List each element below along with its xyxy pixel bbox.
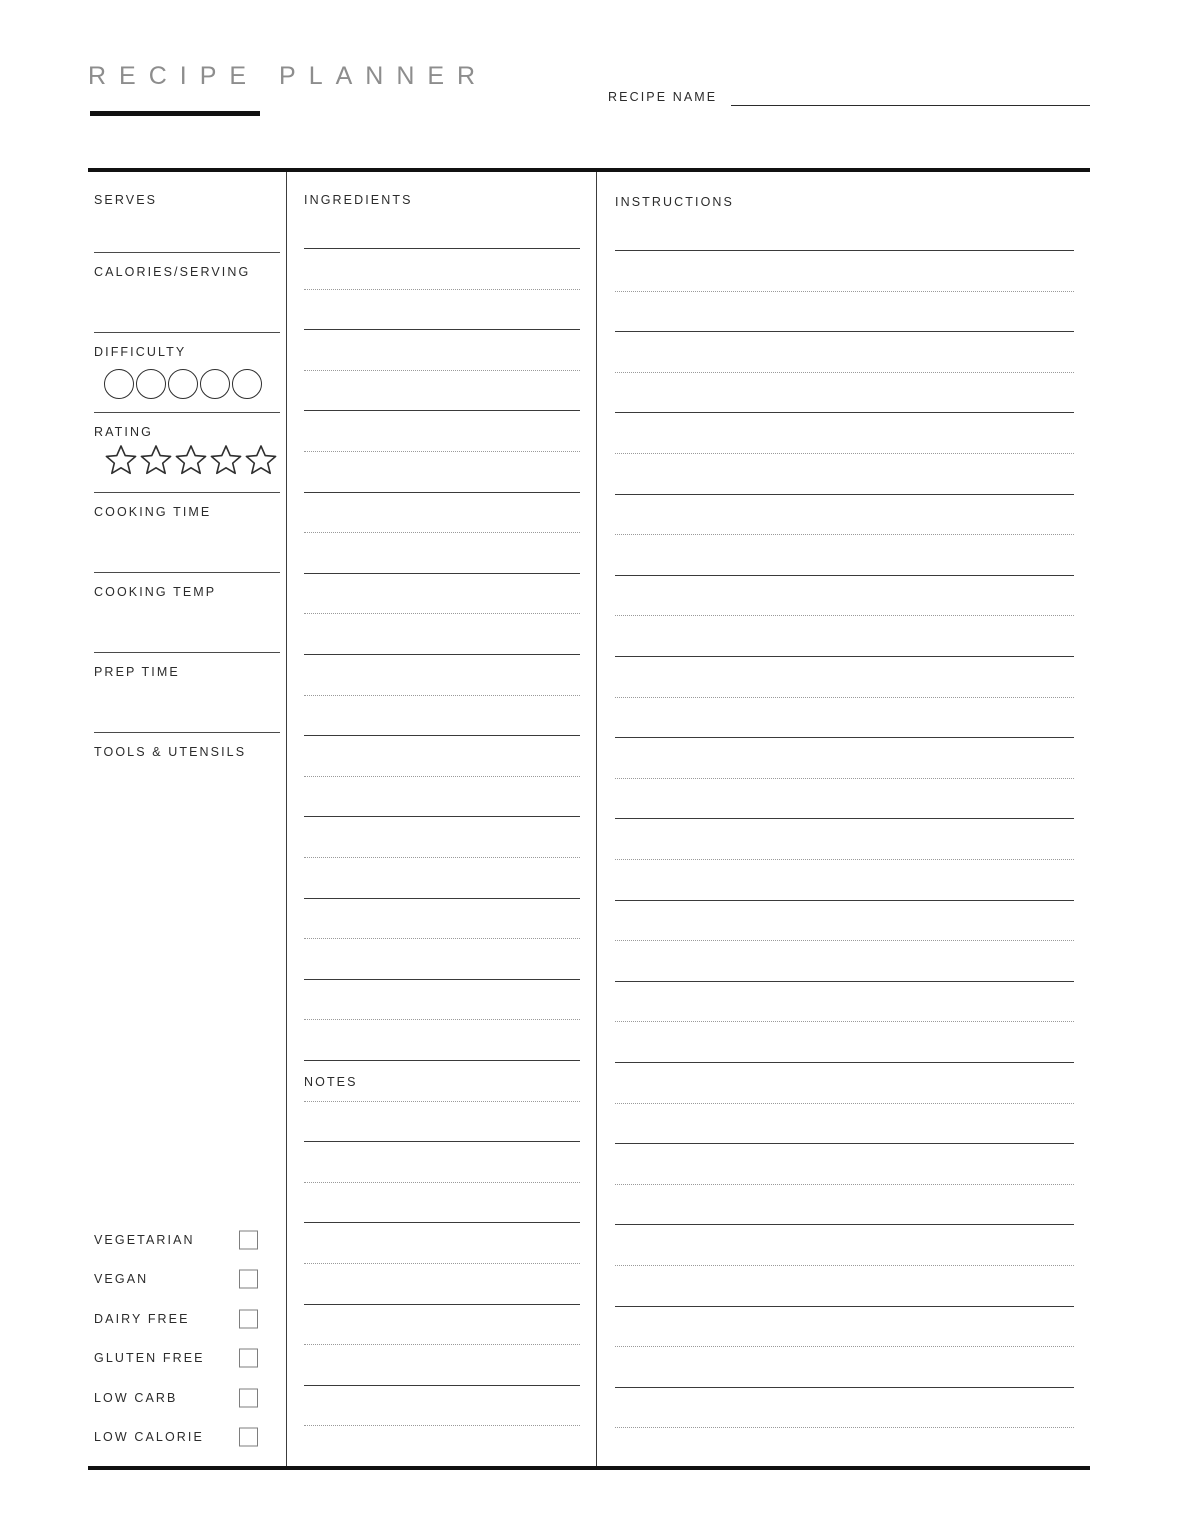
diet-row-dairy-free[interactable] — [94, 1299, 280, 1339]
recipe-name-label: RECIPE NAME — [608, 90, 718, 104]
writing-line[interactable] — [304, 1182, 580, 1183]
title-underline-rule — [90, 111, 260, 116]
writing-line[interactable] — [304, 1304, 580, 1305]
page-header — [88, 62, 1090, 132]
rating-star-2[interactable] — [139, 443, 173, 476]
writing-line[interactable] — [304, 776, 580, 777]
writing-line[interactable] — [615, 494, 1074, 495]
writing-line[interactable] — [615, 1224, 1074, 1225]
writing-line[interactable] — [304, 451, 580, 452]
writing-line[interactable] — [304, 532, 580, 533]
writing-line[interactable] — [615, 615, 1074, 616]
rating-star-1[interactable] — [104, 443, 138, 476]
writing-line[interactable] — [304, 329, 580, 330]
checkbox-gluten-free[interactable] — [239, 1349, 258, 1368]
planner-frame — [88, 168, 1090, 1470]
diet-label: VEGETARIAN — [94, 1232, 195, 1247]
writing-line[interactable] — [304, 1141, 580, 1142]
notes-heading: NOTES — [304, 1075, 358, 1089]
writing-line[interactable] — [304, 289, 580, 290]
field-cooking-temp[interactable] — [94, 572, 280, 653]
difficulty-circle-1[interactable] — [104, 369, 134, 399]
writing-line[interactable] — [304, 613, 580, 614]
writing-line[interactable] — [615, 372, 1074, 373]
rating-star-4[interactable] — [209, 443, 243, 476]
ingredients-writing-lines[interactable] — [287, 172, 596, 1466]
writing-line[interactable] — [304, 492, 580, 493]
checkbox-low-carb[interactable] — [239, 1388, 258, 1407]
recipe-name-field[interactable] — [608, 90, 1090, 106]
field-label: CALORIES/SERVING — [94, 265, 251, 279]
serves-label: SERVES — [94, 193, 158, 207]
writing-line[interactable] — [615, 291, 1074, 292]
difficulty-scale[interactable] — [104, 369, 262, 399]
field-label: DIFFICULTY — [94, 345, 187, 359]
field-calories-per-serving[interactable] — [94, 252, 280, 333]
diet-row-vegan[interactable] — [94, 1260, 280, 1300]
frame-bottom-rule — [88, 1466, 1090, 1470]
writing-line[interactable] — [615, 1021, 1074, 1022]
field-label: COOKING TEMP — [94, 585, 217, 599]
writing-line[interactable] — [615, 250, 1074, 251]
writing-line[interactable] — [304, 816, 580, 817]
diet-row-low-carb[interactable] — [94, 1378, 280, 1418]
writing-line[interactable] — [615, 778, 1074, 779]
writing-line[interactable] — [304, 898, 580, 899]
field-difficulty[interactable] — [94, 332, 280, 413]
writing-line[interactable] — [304, 1425, 580, 1426]
writing-line[interactable] — [304, 654, 580, 655]
writing-line[interactable] — [615, 1306, 1074, 1307]
writing-line[interactable] — [615, 331, 1074, 332]
writing-line[interactable] — [615, 697, 1074, 698]
difficulty-circle-3[interactable] — [168, 369, 198, 399]
writing-line[interactable] — [615, 412, 1074, 413]
writing-line[interactable] — [615, 737, 1074, 738]
writing-line[interactable] — [304, 1263, 580, 1264]
field-rating[interactable] — [94, 412, 280, 493]
writing-line[interactable] — [615, 1062, 1074, 1063]
checkbox-vegan[interactable] — [239, 1270, 258, 1289]
writing-line[interactable] — [615, 818, 1074, 819]
difficulty-circle-5[interactable] — [232, 369, 262, 399]
diet-row-low-calorie[interactable] — [94, 1418, 280, 1458]
writing-line[interactable] — [615, 900, 1074, 901]
writing-line[interactable] — [615, 534, 1074, 535]
writing-line[interactable] — [304, 1060, 580, 1061]
checkbox-vegetarian[interactable] — [239, 1230, 258, 1249]
writing-line[interactable] — [615, 940, 1074, 941]
difficulty-circle-2[interactable] — [136, 369, 166, 399]
diet-row-vegetarian[interactable] — [94, 1220, 280, 1260]
instructions-column — [597, 172, 1090, 1466]
writing-line[interactable] — [304, 370, 580, 371]
rating-star-3[interactable] — [174, 443, 208, 476]
instructions-writing-lines[interactable] — [597, 172, 1090, 1466]
writing-line[interactable] — [615, 656, 1074, 657]
writing-line[interactable] — [615, 1103, 1074, 1104]
writing-line[interactable] — [615, 859, 1074, 860]
writing-line[interactable] — [304, 1385, 580, 1386]
writing-line[interactable] — [615, 981, 1074, 982]
writing-line[interactable] — [304, 1344, 580, 1345]
writing-line[interactable] — [304, 979, 580, 980]
writing-line[interactable] — [615, 1427, 1074, 1428]
checkbox-dairy-free[interactable] — [239, 1309, 258, 1328]
writing-line[interactable] — [615, 1265, 1074, 1266]
rating-scale[interactable] — [104, 443, 278, 476]
writing-line[interactable] — [304, 248, 580, 249]
field-prep-time[interactable] — [94, 652, 280, 733]
field-cooking-time[interactable] — [94, 492, 280, 573]
diet-label: DAIRY FREE — [94, 1311, 190, 1326]
writing-line[interactable] — [304, 573, 580, 574]
recipe-name-input-line[interactable] — [731, 90, 1090, 106]
writing-line[interactable] — [304, 1222, 580, 1223]
field-label: COOKING TIME — [94, 505, 212, 519]
writing-line[interactable] — [304, 1101, 580, 1102]
ingredients-column — [287, 172, 596, 1466]
writing-line[interactable] — [304, 1019, 580, 1020]
diet-label: LOW CARB — [94, 1390, 178, 1405]
field-label: RATING — [94, 425, 153, 439]
writing-line[interactable] — [615, 453, 1074, 454]
field-label: TOOLS & UTENSILS — [94, 745, 247, 759]
writing-line[interactable] — [615, 1184, 1074, 1185]
diet-label: LOW CALORIE — [94, 1430, 204, 1445]
diet-label: GLUTEN FREE — [94, 1351, 205, 1366]
writing-line[interactable] — [615, 1143, 1074, 1144]
diet-row-gluten-free[interactable] — [94, 1339, 280, 1379]
writing-line[interactable] — [304, 410, 580, 411]
writing-line[interactable] — [304, 695, 580, 696]
instructions-heading: INSTRUCTIONS — [615, 195, 734, 209]
writing-line[interactable] — [304, 857, 580, 858]
field-tools-and-utensils[interactable] — [94, 732, 280, 813]
writing-line[interactable] — [615, 575, 1074, 576]
page-title: RECIPE PLANNER — [88, 62, 489, 90]
writing-line[interactable] — [615, 1346, 1074, 1347]
rating-star-5[interactable] — [244, 443, 278, 476]
writing-line[interactable] — [615, 1387, 1074, 1388]
dietary-checklist — [94, 1220, 280, 1457]
writing-line[interactable] — [304, 938, 580, 939]
ingredients-heading: INGREDIENTS — [304, 193, 413, 207]
diet-label: VEGAN — [94, 1272, 149, 1287]
checkbox-low-calorie[interactable] — [239, 1428, 258, 1447]
difficulty-circle-4[interactable] — [200, 369, 230, 399]
field-label: PREP TIME — [94, 665, 180, 679]
details-column — [88, 172, 286, 1466]
writing-line[interactable] — [304, 735, 580, 736]
